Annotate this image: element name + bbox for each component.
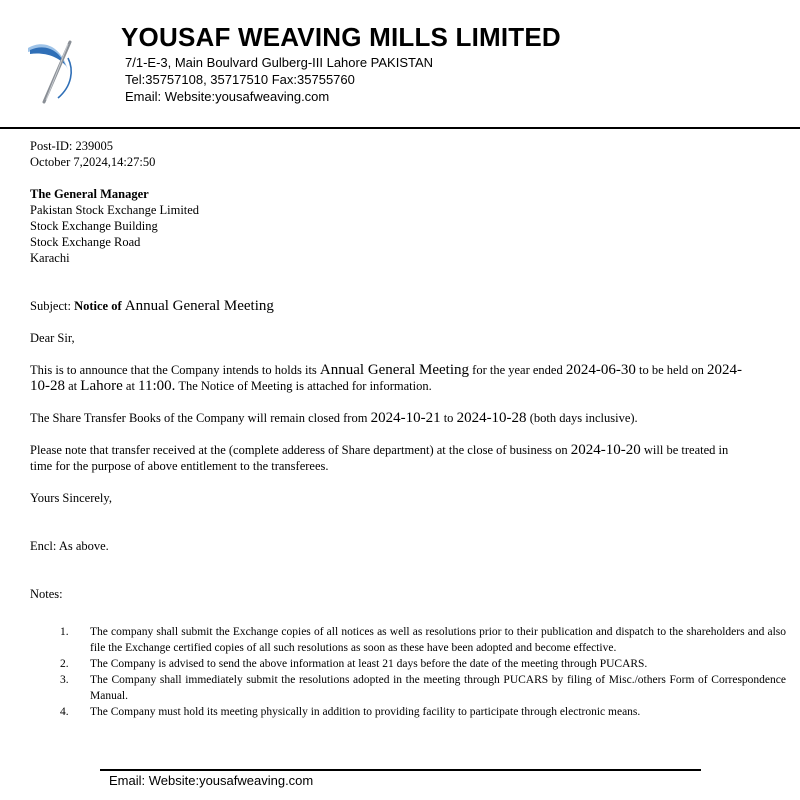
footer-divider xyxy=(100,769,701,771)
note-text: The company shall submit the Exchange copies of all notices as well as resolutions prior to their publication and dispatch to the shareholders and also file the Exchange certified copies of all such resolutions as soon as these have been adopted and become effective. xyxy=(90,626,786,654)
note-number: 1. xyxy=(60,626,69,638)
note-text: The Company must hold its meeting physically in addition to providing facility to participate through electronic means. xyxy=(90,706,641,718)
company-address: 7/1-E-3, Main Boulvard Gulberg-III Lahore PAKISTAN xyxy=(125,55,434,70)
p1-year-end: 2024-06-30 xyxy=(565,362,636,378)
company-email-web: Email: Website:yousafweaving.com xyxy=(125,89,330,104)
p2-from: 2024-10-21 xyxy=(370,410,441,426)
transfer-paragraph xyxy=(30,442,798,474)
p2-text-3: (both days inclusive). xyxy=(529,411,638,425)
list-item xyxy=(60,672,786,704)
p3-text-2: will be treated in xyxy=(643,443,729,457)
p1-meeting: Annual General Meeting xyxy=(319,362,470,378)
footer-email-web: Email: Website:yousafweaving.com xyxy=(109,773,314,788)
p1-text-6: The Notice of Meeting is attached for information. xyxy=(178,379,432,393)
recipient-line1: Pakistan Stock Exchange Limited xyxy=(30,203,200,217)
company-logo xyxy=(24,40,76,106)
p1-text-2: for the year ended xyxy=(472,363,563,377)
list-item xyxy=(60,656,786,672)
subject-line xyxy=(30,298,798,314)
note-number: 3. xyxy=(60,674,69,686)
notes-list xyxy=(60,624,786,720)
note-text: The Company shall immediately submit the resolutions adopted in the meeting through PUCARS by filing of Misc./others Form of Correspondence Manual. xyxy=(90,674,786,702)
p1-place: Lahore xyxy=(80,378,123,394)
p1-date-a: 2024- xyxy=(707,362,743,378)
company-name: YOUSAF WEAVING MILLS LIMITED xyxy=(121,22,561,52)
p3-line2: time for the purpose of above entitlement to the transferees. xyxy=(30,459,329,473)
list-item xyxy=(60,624,786,656)
letter-body xyxy=(30,138,798,602)
note-number: 4. xyxy=(60,706,69,718)
p2-text-2: to xyxy=(443,411,454,425)
company-phone: Tel:35757108, 35717510 Fax:35755760 xyxy=(125,72,355,87)
list-item xyxy=(60,704,786,720)
p1-date-b: 10-28 xyxy=(30,378,65,394)
book-closure-paragraph xyxy=(30,410,798,426)
announcement-paragraph xyxy=(30,362,798,394)
recipient-line3: Stock Exchange Road xyxy=(30,235,141,249)
note-text: The Company is advised to send the above information at least 21 days before the date of the meeting through PUCARS. xyxy=(90,658,648,670)
p1-text-1: This is to announce that the Company intends to holds its xyxy=(30,363,317,377)
salutation: Dear Sir, xyxy=(30,331,75,345)
subject-text: Annual General Meeting xyxy=(124,298,274,314)
header-divider xyxy=(0,127,800,129)
p1-time: 11:00. xyxy=(138,378,176,394)
subject-bold: Notice of xyxy=(74,299,122,313)
p1-text-4: at xyxy=(68,379,78,393)
subject-prefix: Subject: xyxy=(30,299,71,313)
p2-text-1: The Share Transfer Books of the Company will remain closed from xyxy=(30,411,368,425)
p2-to: 2024-10-28 xyxy=(456,410,527,426)
post-timestamp: October 7,2024,14:27:50 xyxy=(30,155,156,169)
note-number: 2. xyxy=(60,658,69,670)
p3-text-1: Please note that transfer received at the (complete adderess of Share department) at the close of business on xyxy=(30,443,568,457)
p3-date: 2024-10-20 xyxy=(570,442,641,458)
recipient-title: The General Manager xyxy=(30,187,149,201)
recipient-city: Karachi xyxy=(30,251,70,265)
recipient-line2: Stock Exchange Building xyxy=(30,219,158,233)
letterhead xyxy=(0,0,800,128)
post-id: Post-ID: 239005 xyxy=(30,139,113,153)
p1-text-3: to be held on xyxy=(638,363,704,377)
p1-text-5: at xyxy=(125,379,135,393)
notes-label: Notes: xyxy=(30,587,63,601)
closing: Yours Sincerely, xyxy=(30,491,112,505)
enclosure: Encl: As above. xyxy=(30,539,109,553)
